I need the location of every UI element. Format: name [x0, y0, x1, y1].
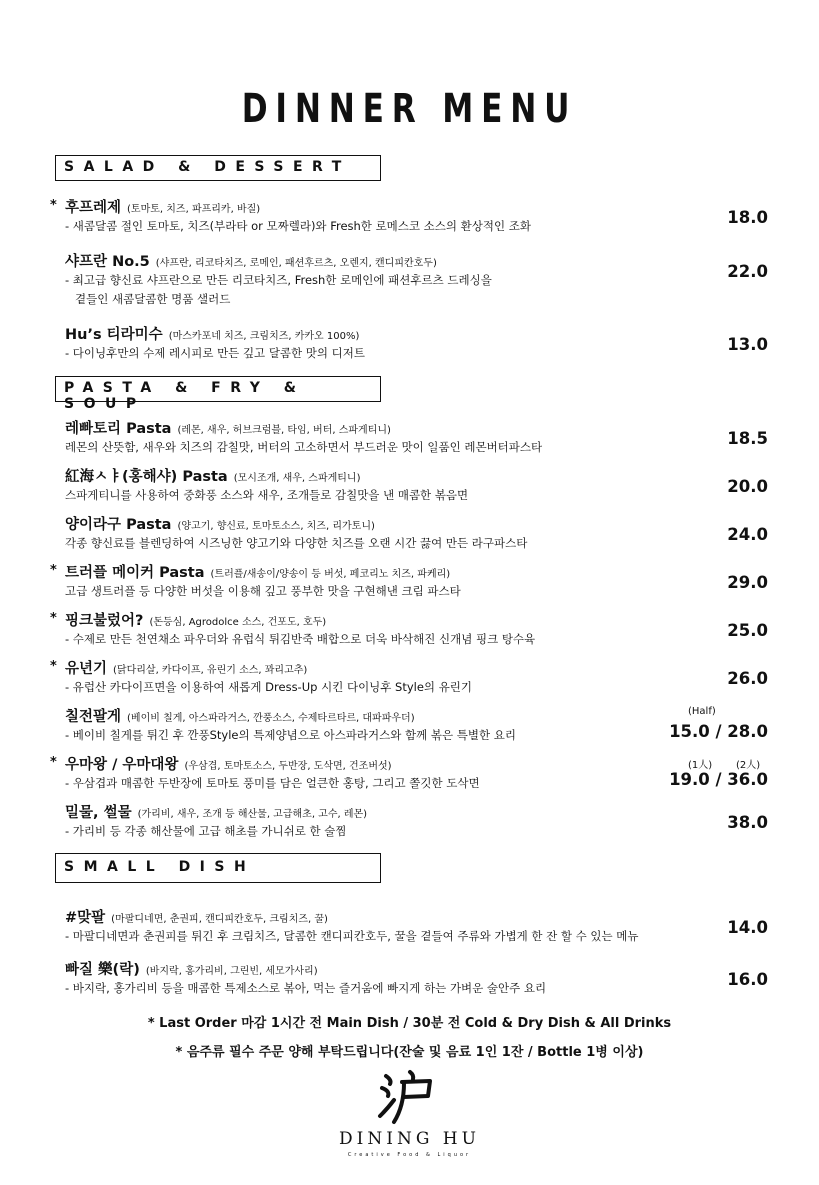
portion-note-one: (1人) [688, 760, 713, 771]
item-description: - 베이비 칠게를 튀긴 후 깐풍Style의 특제양념으로 아스파라거스와 함께 볶은 특별한 요리 [65, 728, 516, 742]
item-price: 38.0 [727, 813, 768, 832]
item-ingredients: (양고기, 향신료, 토마토소스, 치즈, 리가토니) [177, 521, 375, 532]
menu-item-truffle-pasta [50, 561, 770, 601]
item-description: - 우삼겹과 매콤한 두반장에 토마토 풍미를 담은 얼큰한 홍탕, 그리고 쫄깃한 도삭면 [65, 776, 480, 790]
menu-title: DINNER MENU [241, 86, 578, 132]
portion-note-two: (2人) [736, 760, 761, 771]
signature-star: * [50, 563, 57, 578]
menu-item-umawang [50, 753, 770, 793]
item-description: - 최고급 향신료 샤프란으로 만든 리코타치즈, Fresh한 로메인에 패션후르츠 드레싱을 [65, 273, 492, 287]
item-description: - 다이닝후만의 수제 레시피로 만든 깊고 달콤한 맛의 디저트 [65, 346, 366, 360]
item-ingredients: (우삼겹, 토마토소스, 두반장, 도삭면, 건조버섯) [184, 761, 392, 772]
item-ingredients: (가리비, 새우, 조개 등 해산물, 고급해초, 고수, 레몬) [137, 809, 368, 820]
item-description: 각종 향신료를 블렌딩하여 시즈닝한 양고기와 다양한 치즈를 오랜 시간 끓여 만든 라구파스타 [65, 536, 528, 550]
item-price: 25.0 [727, 621, 768, 640]
item-name: 우마왕 / 우마대왕 [65, 757, 179, 773]
item-name: 紅海ㅅㅑ(홍해샤) Pasta [65, 469, 228, 485]
item-ingredients: (베이비 칠게, 아스파라거스, 깐풍소스, 수제타르타르, 대파파우더) [127, 713, 415, 724]
item-name: 핑크불렀어? [65, 613, 144, 629]
item-name: 밀물, 썰물 [65, 805, 132, 821]
item-description: 스파게티니를 사용하여 중화풍 소스와 새우, 조개들로 감칠맛을 낸 매콤한 볶음면 [65, 488, 469, 502]
item-ingredients: (모시조개, 새우, 스파게티니) [233, 473, 361, 484]
item-name: 후프레제 [65, 200, 122, 216]
item-ingredients: (마팔디네면, 춘권피, 캔디피칸호두, 크림치즈, 꿀) [111, 914, 328, 925]
item-ingredients: (마스카포네 치즈, 크림치즈, 카카오 100%) [168, 331, 360, 342]
item-description: - 수제로 만든 천연채소 파우더와 유럽식 튀김반죽 배합으로 더욱 바삭해진 신개념 핑크 탕수육 [65, 632, 536, 646]
item-name: 칠전팔게 [65, 709, 122, 725]
drink-order-note: * 음주류 필수 주문 양해 부탁드립니다(잔술 및 음료 1인 1잔 / Bottle 1병 이상) [175, 1045, 644, 1060]
item-ingredients: (토마토, 치즈, 파프리카, 바질) [127, 204, 261, 215]
item-price: 20.0 [727, 477, 768, 496]
item-description: - 마팔디네면과 춘권피를 튀긴 후 크림치즈, 달콤한 캔디피칸호두, 꿀을 곁들여 주류와 가볍게 한 잔 할 수 있는 메뉴 [65, 929, 639, 943]
item-description: - 새콤달콤 절인 토마토, 치즈(부라타 or 모짜렐라)와 Fresh한 로메스코 소스의 환상적인 조화 [65, 219, 531, 233]
item-price: 24.0 [727, 525, 768, 544]
signature-star: * [50, 611, 57, 626]
dining-hu-tagline: Creative Food & Liquor [347, 1152, 472, 1158]
item-ingredients: (바지락, 홍가리비, 그린빈, 세모가사리) [145, 966, 318, 977]
dining-hu-wordmark: DINING HU [339, 1129, 480, 1149]
item-price: 29.0 [727, 573, 768, 592]
section-pasta-fry-soup [55, 376, 381, 412]
menu-item-yulingi [50, 657, 770, 697]
signature-star: * [50, 659, 57, 674]
item-price: 26.0 [727, 669, 768, 688]
menu-item-pink-tangsuyuk [50, 609, 770, 649]
menu-item-ppajil-rak [50, 958, 770, 998]
portion-note-half: (Half) [688, 706, 716, 717]
menu-item-matpal [50, 906, 770, 946]
menu-item-milmul-sseolmul [50, 801, 770, 841]
item-name: 트러플 메이커 Pasta [65, 565, 205, 581]
item-price: 14.0 [727, 918, 768, 937]
item-price: 22.0 [727, 262, 768, 281]
signature-star: * [50, 198, 57, 213]
item-description-continued: 곁들인 새콤달콤한 명품 샐러드 [75, 292, 231, 306]
item-ingredients: (닭다리살, 카다이프, 유린기 소스, 꽈리고추) [113, 665, 308, 676]
item-price: 18.0 [727, 208, 768, 227]
item-name: 유년기 [65, 661, 108, 677]
item-price: 16.0 [727, 970, 768, 989]
menu-item-lamb-ragu-pasta [50, 513, 770, 553]
item-price: 18.5 [727, 429, 768, 448]
item-name: 빠질 樂(락) [65, 962, 140, 978]
item-name: 샤프란 No.5 [65, 254, 150, 270]
item-description: 고급 생트러플 등 다양한 버섯을 이용해 깊고 풍부한 맛을 구현해낸 크림 파스타 [65, 584, 461, 598]
item-ingredients: (샤프란, 리코타치즈, 로메인, 패션후르츠, 오렌지, 캔디피칸호두) [155, 258, 437, 269]
item-description: - 유럽산 카다이프면을 이용하여 새롭게 Dress-Up 시킨 다이닝후 Style의 유린기 [65, 680, 473, 694]
menu-item-lemon-pasta [50, 417, 770, 457]
item-name: 레빠토리 Pasta [65, 421, 172, 437]
item-ingredients: (레몬, 새우, 허브크럼블, 타임, 버터, 스파게티니) [177, 425, 391, 436]
last-order-note: * Last Order 마감 1시간 전 Main Dish / 30분 전 Cold & Dry Dish & All Drinks [147, 1016, 672, 1031]
item-name: Hu’s 티라미수 [65, 327, 163, 343]
item-price: 15.0 / 28.0 [669, 722, 768, 741]
item-description: - 가리비 등 각종 해산물에 고급 해초를 가니쉬로 한 술찜 [65, 824, 347, 838]
item-description: - 바지락, 홍가리비 등을 매콤한 특제소스로 볶아, 먹는 즐거움에 빠지게 하는 가벼운 술안주 요리 [65, 981, 547, 995]
item-price: 19.0 / 36.0 [669, 770, 768, 789]
section-title: PASTA & FRY & SOUP [64, 380, 306, 412]
menu-item-chiljeonpalge [50, 705, 770, 745]
menu-item-huprese [50, 196, 770, 236]
section-title: SMALL DISH [64, 859, 256, 875]
item-price: 13.0 [727, 335, 768, 354]
item-description: 레몬의 산뜻함, 새우와 치즈의 감칠맛, 버터의 고소하면서 부드러운 맛이 일품인 레몬버터파스타 [65, 440, 543, 454]
section-title: SALAD & DESSERT [64, 159, 351, 175]
section-salad-dessert [55, 155, 381, 181]
item-name: 양이라구 Pasta [65, 517, 172, 533]
item-name: #맞팔 [65, 910, 106, 926]
menu-item-honghaesha-pasta [50, 465, 770, 505]
menu-item-saffron [50, 250, 770, 310]
menu-item-tiramisu [50, 323, 770, 363]
dining-hu-logo-icon [370, 1066, 450, 1126]
section-small-dish [55, 853, 381, 883]
item-ingredients: (돈등심, Agrodolce 소스, 건포도, 호두) [149, 617, 327, 628]
signature-star: * [50, 755, 57, 770]
item-ingredients: (트러플/새송이/양송이 등 버섯, 페코리노 치즈, 파케리) [210, 569, 451, 580]
